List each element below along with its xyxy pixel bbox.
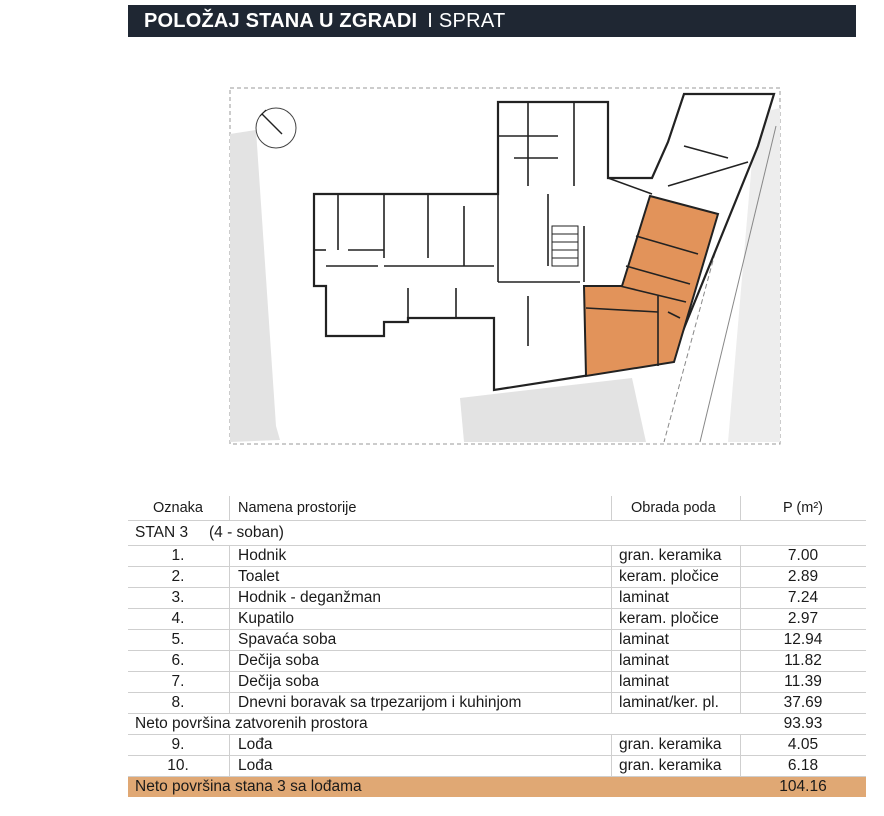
room-number: 7. bbox=[171, 673, 185, 690]
col-divider bbox=[229, 672, 230, 692]
room-area: 4.05 bbox=[787, 736, 819, 753]
room-number: 10. bbox=[167, 757, 189, 774]
room-number: 2. bbox=[171, 568, 185, 585]
table-row bbox=[128, 630, 866, 651]
col-divider bbox=[611, 609, 612, 629]
table-row bbox=[128, 756, 866, 777]
room-floor: laminat bbox=[619, 631, 669, 648]
room-area: 12.94 bbox=[783, 631, 823, 648]
room-number: 3. bbox=[171, 589, 185, 606]
col-divider bbox=[740, 546, 741, 566]
loggia-body bbox=[128, 735, 866, 777]
room-name: Spavaća soba bbox=[238, 631, 337, 648]
page-header bbox=[128, 5, 856, 37]
page-title: POLOŽAJ STANA U ZGRADI bbox=[144, 9, 418, 32]
col-divider bbox=[229, 588, 230, 608]
col-divider bbox=[229, 609, 230, 629]
room-name: Lođa bbox=[238, 736, 273, 753]
table-row bbox=[128, 588, 866, 609]
room-name: Lođa bbox=[238, 757, 273, 774]
col-divider bbox=[611, 735, 612, 755]
room-number: 1. bbox=[171, 547, 185, 564]
room-name: Toalet bbox=[238, 568, 280, 585]
col-divider bbox=[740, 672, 741, 692]
room-area: 11.39 bbox=[784, 673, 822, 690]
room-number: 6. bbox=[171, 652, 185, 669]
room-floor: laminat bbox=[619, 652, 669, 669]
room-number: 4. bbox=[171, 610, 185, 627]
paved-area-left bbox=[230, 130, 280, 442]
col-divider bbox=[740, 693, 741, 713]
total-area: 104.16 bbox=[779, 778, 827, 795]
room-floor: gran. keramika bbox=[619, 547, 722, 564]
col-divider bbox=[611, 672, 612, 692]
room-name: Dnevni boravak sa trpezarijom i kuhinjom bbox=[238, 694, 522, 711]
col-divider bbox=[229, 756, 230, 776]
table-row bbox=[128, 693, 866, 714]
floor-plan bbox=[228, 86, 784, 446]
table-row bbox=[128, 609, 866, 630]
col-divider bbox=[611, 588, 612, 608]
north-arrow-icon bbox=[256, 108, 296, 148]
col-divider bbox=[229, 630, 230, 650]
table-row bbox=[128, 735, 866, 756]
room-name: Dečija soba bbox=[238, 652, 319, 669]
table-row bbox=[128, 546, 866, 567]
room-number: 5. bbox=[171, 631, 185, 648]
total-label: Neto površina stana 3 sa lođama bbox=[135, 778, 362, 795]
col-divider bbox=[611, 693, 612, 713]
apartment-row bbox=[128, 521, 866, 546]
col-obrada: Obrada poda bbox=[631, 500, 716, 516]
col-divider bbox=[740, 609, 741, 629]
col-divider bbox=[229, 651, 230, 671]
room-floor: laminat/ker. pl. bbox=[619, 694, 719, 711]
col-divider bbox=[611, 630, 612, 650]
col-divider bbox=[229, 567, 230, 587]
room-area: 2.89 bbox=[787, 568, 819, 585]
rooms-body bbox=[128, 546, 866, 714]
room-number: 9. bbox=[171, 736, 185, 753]
col-namena: Namena prostorije bbox=[238, 500, 357, 516]
room-floor: gran. keramika bbox=[619, 757, 722, 774]
page-subtitle: SPRAT bbox=[438, 9, 506, 32]
table-row bbox=[128, 672, 866, 693]
subtotal-label: Neto površina zatvorenih prostora bbox=[135, 715, 368, 732]
apartment-name: STAN 3 bbox=[135, 524, 189, 541]
col-divider bbox=[740, 651, 741, 671]
paved-area-bottom bbox=[460, 378, 646, 442]
col-divider bbox=[229, 735, 230, 755]
room-floor: laminat bbox=[619, 589, 669, 606]
col-divider bbox=[740, 735, 741, 755]
col-povrsina: P (m²) bbox=[782, 500, 823, 516]
table-row bbox=[128, 567, 866, 588]
room-area: 7.24 bbox=[787, 589, 819, 606]
col-divider bbox=[740, 588, 741, 608]
room-area: 7.00 bbox=[787, 547, 819, 564]
room-table bbox=[128, 496, 866, 797]
subtotal-row bbox=[128, 714, 866, 735]
col-divider bbox=[611, 567, 612, 587]
total-row bbox=[128, 777, 866, 797]
title-separator: I bbox=[427, 9, 433, 32]
room-floor: gran. keramika bbox=[619, 736, 722, 753]
col-divider bbox=[229, 693, 230, 713]
room-area: 37.69 bbox=[783, 694, 823, 711]
col-divider bbox=[611, 756, 612, 776]
col-divider bbox=[229, 546, 230, 566]
room-name: Hodnik - deganžman bbox=[238, 589, 382, 606]
table-header bbox=[128, 496, 866, 521]
room-name: Hodnik bbox=[238, 547, 287, 564]
col-divider bbox=[740, 567, 741, 587]
col-divider bbox=[611, 651, 612, 671]
room-area: 6.18 bbox=[787, 757, 819, 774]
room-floor: laminat bbox=[619, 673, 669, 690]
subtotal-area: 93.93 bbox=[783, 715, 823, 732]
table-row bbox=[128, 651, 866, 672]
room-number: 8. bbox=[171, 694, 185, 711]
col-oznaka: Oznaka bbox=[153, 500, 203, 516]
room-floor: keram. pločice bbox=[619, 568, 719, 585]
room-name: Kupatilo bbox=[238, 610, 295, 627]
apartment-type: (4 - soban) bbox=[209, 524, 284, 541]
col-divider bbox=[740, 630, 741, 650]
room-floor: keram. pločice bbox=[619, 610, 719, 627]
col-divider bbox=[611, 546, 612, 566]
col-divider bbox=[740, 756, 741, 776]
room-name: Dečija soba bbox=[238, 673, 319, 690]
room-area: 11.82 bbox=[784, 652, 822, 669]
room-area: 2.97 bbox=[787, 610, 819, 627]
